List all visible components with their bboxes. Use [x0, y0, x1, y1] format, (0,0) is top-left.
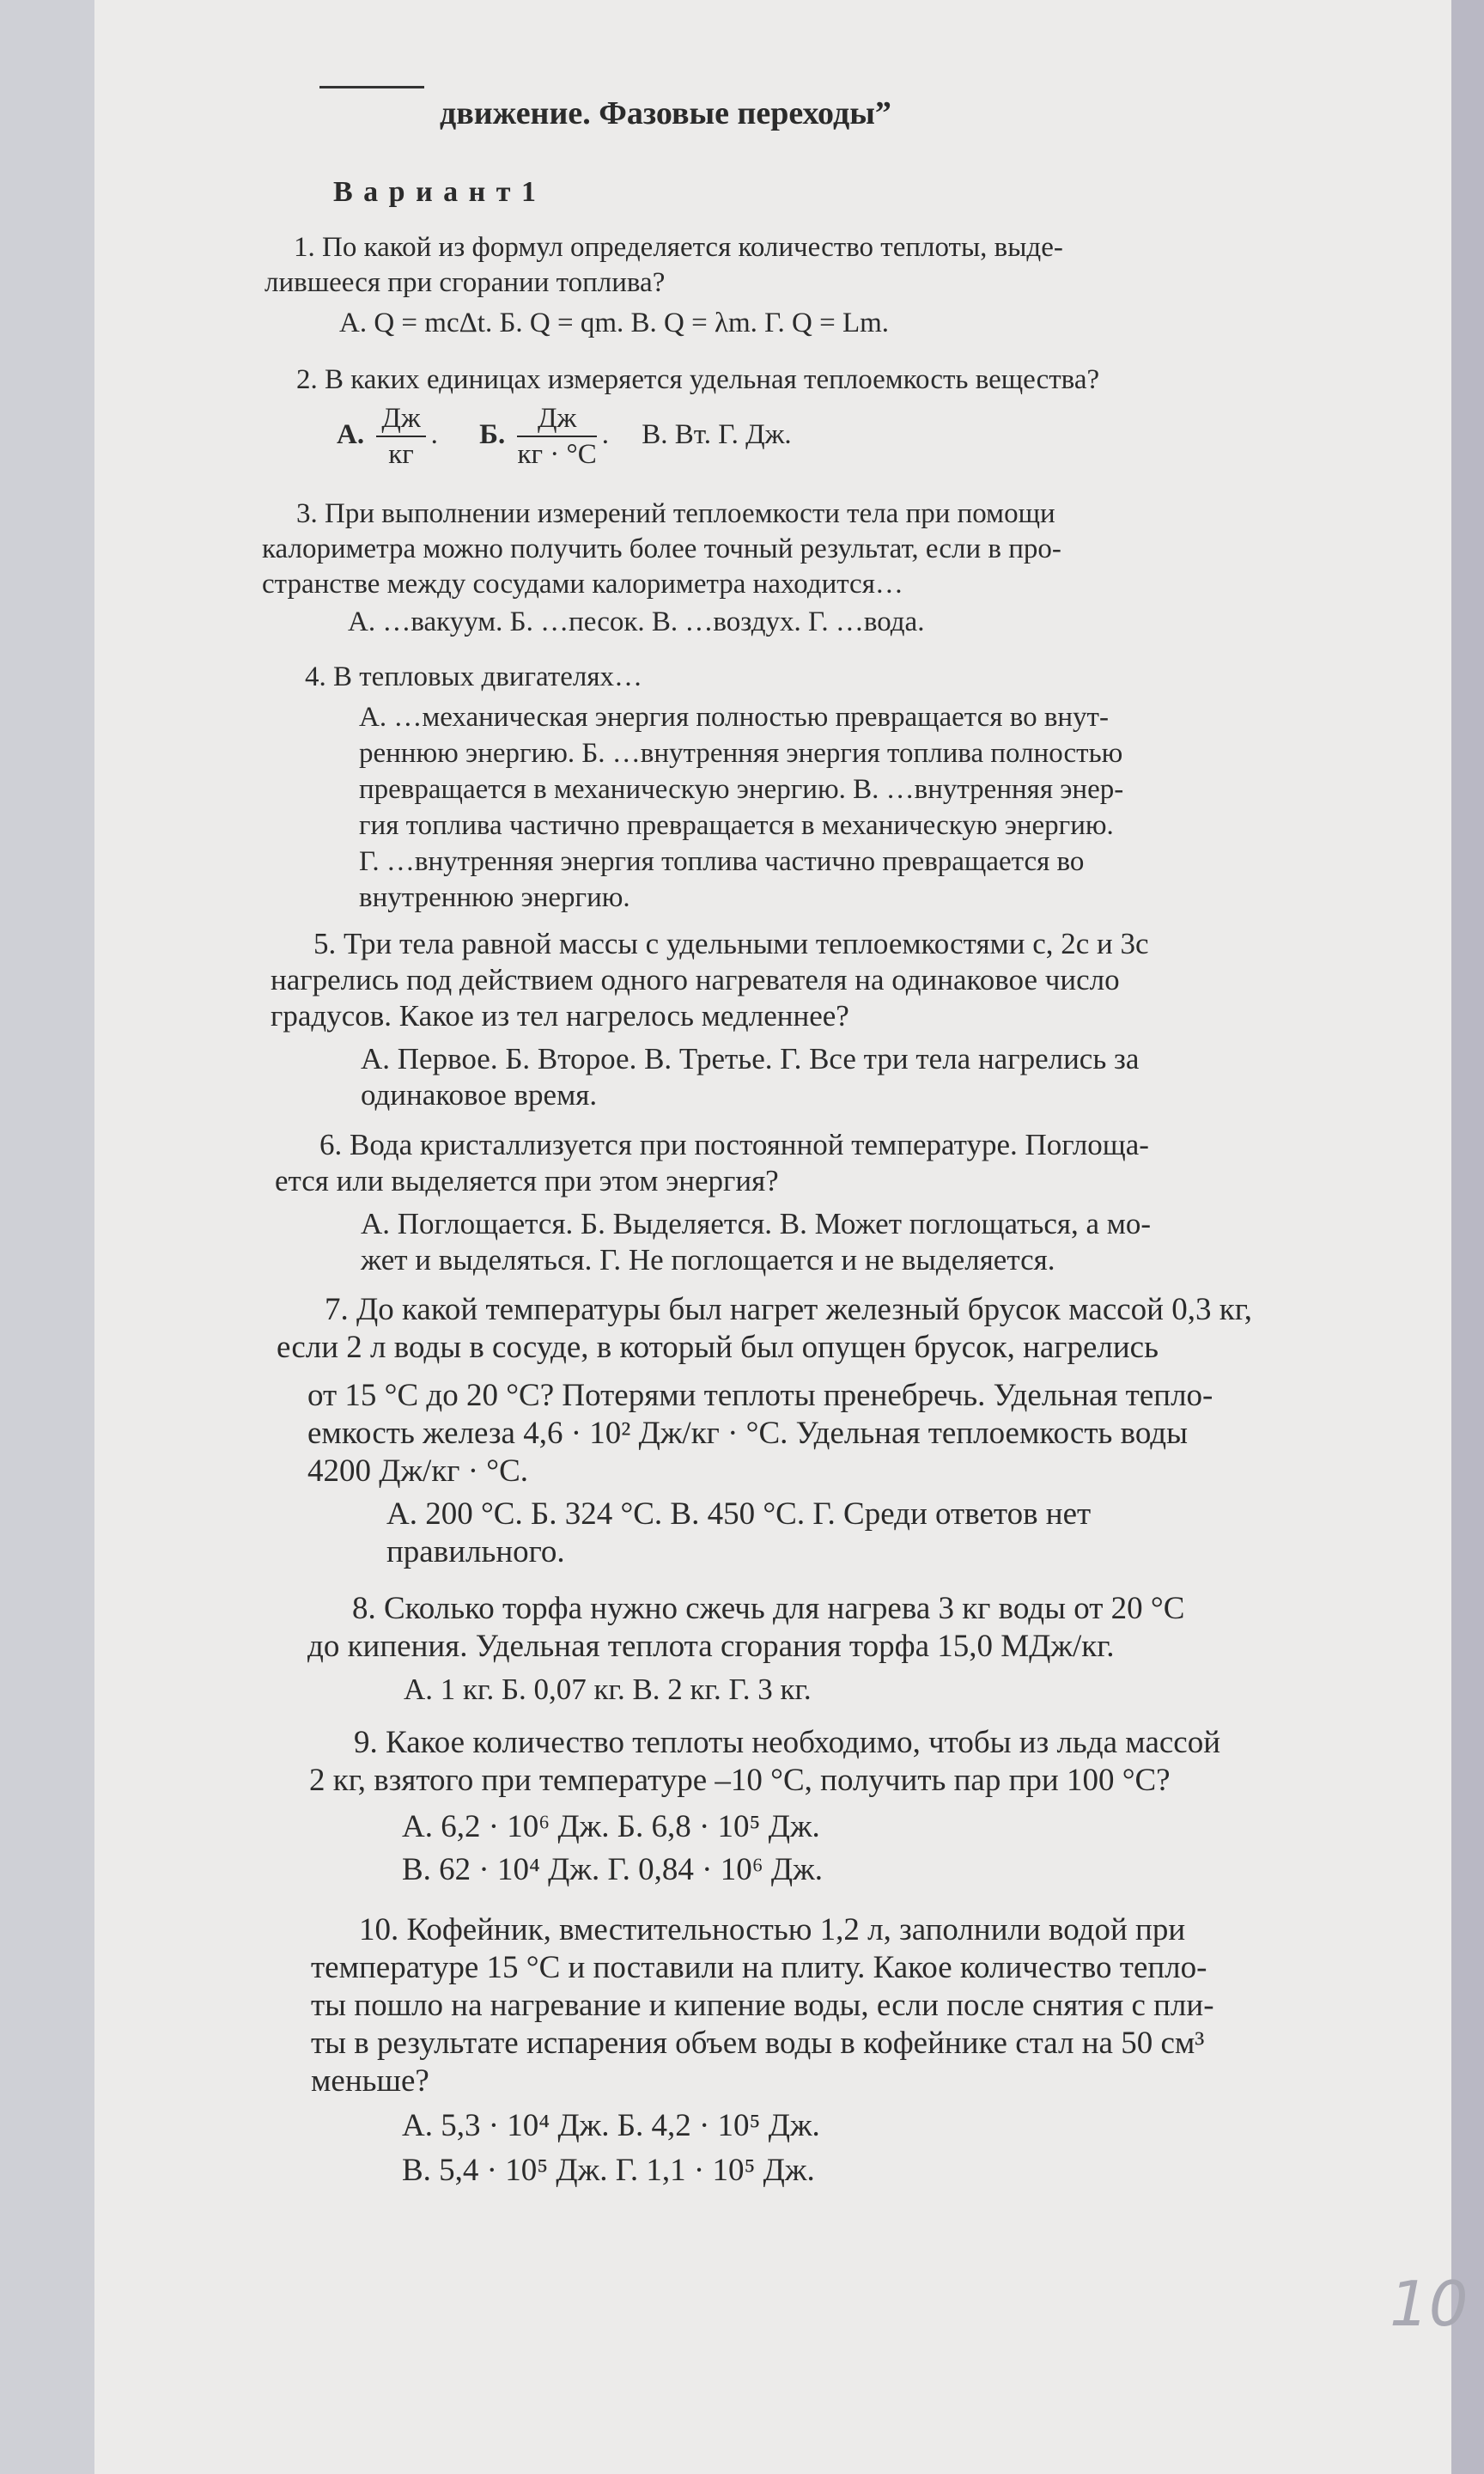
- question-9-text-cont: 2 кг, взятого при температуре –10 °С, получить пар при 100 °С?: [309, 1763, 1171, 1798]
- question-3-text: 3. При выполнении измерений теплоемкости тела при помощи: [296, 498, 1055, 529]
- question-7-option-line: правильного.: [386, 1534, 565, 1569]
- question-4-option-line: внутреннюю энергию.: [359, 882, 630, 913]
- question-5-text-cont: градусов. Какое из тел нагрелось медленнее?: [271, 999, 849, 1033]
- question-9-option-line: В. 62 · 10⁴ Дж. Г. 0,84 · 10⁶ Дж.: [402, 1852, 823, 1887]
- question-9-option-line: А. 6,2 · 10⁶ Дж. Б. 6,8 · 10⁵ Дж.: [402, 1809, 820, 1844]
- question-10-text: 10. Кофейник, вместительностью 1,2 л, заполнили водой при: [359, 1912, 1186, 1947]
- question-10-text-cont: температуре 15 °С и поставили на плиту. Какое количество тепло-: [311, 1950, 1207, 1985]
- question-10-text-cont: меньше?: [311, 2063, 429, 2099]
- question-10-text-cont: ты пошло на нагревание и кипение воды, если после снятия с пли-: [311, 1988, 1214, 2023]
- question-4-option-line: реннюю энергию. Б. …внутренняя энергия топлива полностью: [359, 738, 1123, 769]
- question-6-option-line: жет и выделяться. Г. Не поглощается и не выделяется.: [361, 1243, 1055, 1277]
- question-5-text-cont: нагрелись под действием одного нагревателя на одинаковое число: [271, 963, 1120, 996]
- question-7-text-cont: емкость железа 4,6 · 10² Дж/кг · °С. Удельная теплоемкость воды: [307, 1416, 1188, 1451]
- question-7-text-cont: если 2 л воды в сосуде, в который был опущен брусок, нагрелись: [277, 1330, 1159, 1365]
- question-8-options: А. 1 кг. Б. 0,07 кг. В. 2 кг. Г. 3 кг.: [404, 1673, 812, 1706]
- question-7-text: 7. До какой температуры был нагрет железный брусок массой 0,3 кг,: [325, 1292, 1252, 1327]
- question-4-option-line: гия топлива частично превращается в механическую энергию.: [359, 810, 1114, 841]
- question-6-text-cont: ется или выделяется при этом энергия?: [275, 1164, 779, 1197]
- question-1-text: 1. По какой из формул определяется количество теплоты, выде-: [294, 232, 1063, 263]
- desk-edge: [1451, 0, 1484, 2474]
- fraction-denominator: кг: [388, 439, 414, 471]
- question-3-text-cont: странстве между сосудами калориметра находится…: [262, 569, 903, 600]
- option-rest: В. Вт. Г. Дж.: [642, 419, 792, 450]
- question-4-option-line: превращается в механическую энергию. В. …внутренняя энер-: [359, 774, 1124, 805]
- page-title: движение. Фазовые переходы”: [440, 95, 891, 131]
- question-4-option-line: А. …механическая энергия полностью превращается во внут-: [359, 702, 1109, 733]
- question-9-text: 9. Какое количество теплоты необходимо, чтобы из льда массой: [354, 1725, 1221, 1760]
- question-10-option-line: В. 5,4 · 10⁵ Дж. Г. 1,1 · 10⁵ Дж.: [402, 2153, 815, 2188]
- question-8-text-cont: до кипения. Удельная теплота сгорания торфа 15,0 МДж/кг.: [307, 1629, 1115, 1664]
- question-8-text: 8. Сколько торфа нужно сжечь для нагрева 3 кг воды от 20 °С: [352, 1591, 1185, 1626]
- question-7-text-cont: от 15 °С до 20 °С? Потерями теплоты пренебречь. Удельная тепло-: [307, 1378, 1213, 1413]
- fraction-denominator: кг · °С: [517, 439, 597, 471]
- title-underline: [319, 86, 424, 88]
- question-7-option-line: А. 200 °С. Б. 324 °С. В. 450 °С. Г. Среди ответов нет: [386, 1496, 1092, 1532]
- question-5-option-line: А. Первое. Б. Второе. В. Третье. Г. Все три тела нагрелись за: [361, 1042, 1140, 1076]
- fraction-j-per-kg: [376, 401, 425, 472]
- fraction-j-per-kg-c: [517, 401, 596, 472]
- question-3-options: А. …вакуум. Б. …песок. В. …воздух. Г. …вода.: [348, 606, 925, 637]
- question-10-text-cont: ты в результате испарения объем воды в кофейнике стал на 50 см³: [311, 2026, 1205, 2061]
- option-a-label: А.: [337, 419, 365, 450]
- question-4-option-line: Г. …внутренняя энергия топлива частично превращается во: [359, 846, 1085, 877]
- question-1-options: А. Q = mcΔt. Б. Q = qm. В. Q = λm. Г. Q = Lm.: [339, 308, 890, 338]
- question-4-text: 4. В тепловых двигателях…: [305, 661, 643, 692]
- question-2-options: А. $\frac{Дж}{кг}$ . Б. $\frac{Дж}{кг \cdot ^\circ С}$ . В. Вт. Г. Дж.: [337, 403, 792, 471]
- variant-heading: В а р и а н т 1: [333, 176, 538, 208]
- question-5-text: 5. Три тела равной массы с удельными теплоемкостями с, 2с и 3с: [313, 927, 1149, 960]
- option-b-label: Б.: [479, 419, 506, 450]
- question-6-text: 6. Вода кристаллизуется при постоянной температуре. Поглоща-: [319, 1128, 1149, 1161]
- fraction-numerator: Дж: [517, 401, 596, 437]
- question-7-text-cont: 4200 Дж/кг · °С.: [307, 1453, 529, 1489]
- question-1-text-cont: лившееся при сгорании топлива?: [265, 267, 666, 298]
- question-5-option-line: одинаковое время.: [361, 1078, 598, 1112]
- fraction-numerator: Дж: [376, 401, 425, 437]
- question-3-text-cont: калориметра можно получить более точный результат, если в про-: [262, 533, 1061, 564]
- question-2-text: 2. В каких единицах измеряется удельная теплоемкость вещества?: [296, 364, 1100, 395]
- question-6-option-line: А. Поглощается. Б. Выделяется. В. Может поглощаться, а мо-: [361, 1207, 1152, 1240]
- handwritten-mark: 10: [1390, 2268, 1469, 2340]
- question-10-option-line: А. 5,3 · 10⁴ Дж. Б. 4,2 · 10⁵ Дж.: [402, 2108, 820, 2143]
